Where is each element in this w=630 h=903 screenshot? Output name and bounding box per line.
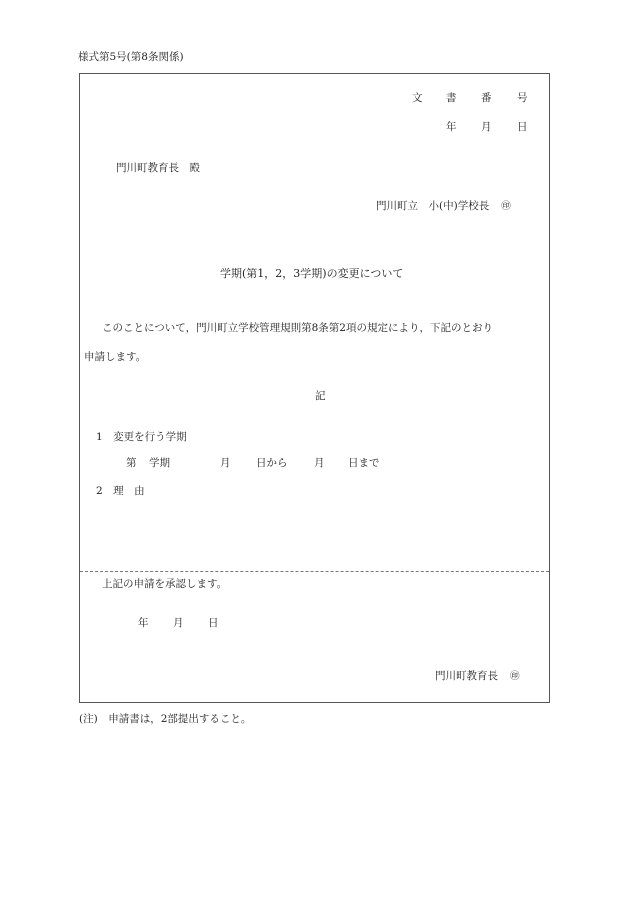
doc-number-char: 文: [412, 92, 423, 104]
item2-heading: 2 理 由: [96, 485, 145, 497]
date-year: 年: [446, 121, 457, 133]
approval-signer: 門川町教育長: [435, 670, 498, 682]
body-line-2: 申請します。: [84, 351, 147, 363]
approval-signer-line: [435, 671, 520, 682]
approval-month: 月: [173, 617, 184, 629]
applicant-line: [376, 201, 511, 212]
doc-number-char: 号: [517, 92, 528, 104]
to-month: 月: [314, 457, 325, 469]
ki-heading: 記: [315, 390, 326, 402]
approval-day: 日: [208, 617, 219, 629]
date-month: 月: [481, 121, 492, 133]
footnote: (注) 申請書は，2部提出すること。: [79, 713, 252, 725]
applicant-label: 門川町立 小(中)学校長: [376, 200, 490, 212]
date-day: 日: [517, 121, 528, 133]
item1-heading: 1 変更を行う学期: [96, 431, 187, 443]
approval-text: 上記の申請を承認します。: [102, 578, 228, 590]
form-number: 様式第5号(第8条関係): [78, 51, 184, 63]
body-line-1: このことについて，門川町立学校管理規則第8条第2項の規定により，下記のとおり: [102, 322, 493, 334]
addressee: 門川町教育長 殿: [116, 162, 200, 174]
to-day: 日まで: [348, 457, 380, 469]
doc-number-char: 番: [481, 92, 492, 104]
seal-mark: ㊞: [501, 201, 511, 212]
from-month: 月: [220, 457, 231, 469]
doc-number-char: 書: [446, 92, 457, 104]
approval-year: 年: [138, 617, 149, 629]
document-title: 学期(第1，2，3学期)の変更について: [220, 267, 404, 280]
term-suffix: 学期: [149, 457, 170, 469]
seal-mark: ㊞: [510, 671, 520, 682]
term-prefix: 第: [126, 457, 137, 469]
from-day: 日から: [256, 457, 288, 469]
dashed-divider: [80, 571, 549, 572]
